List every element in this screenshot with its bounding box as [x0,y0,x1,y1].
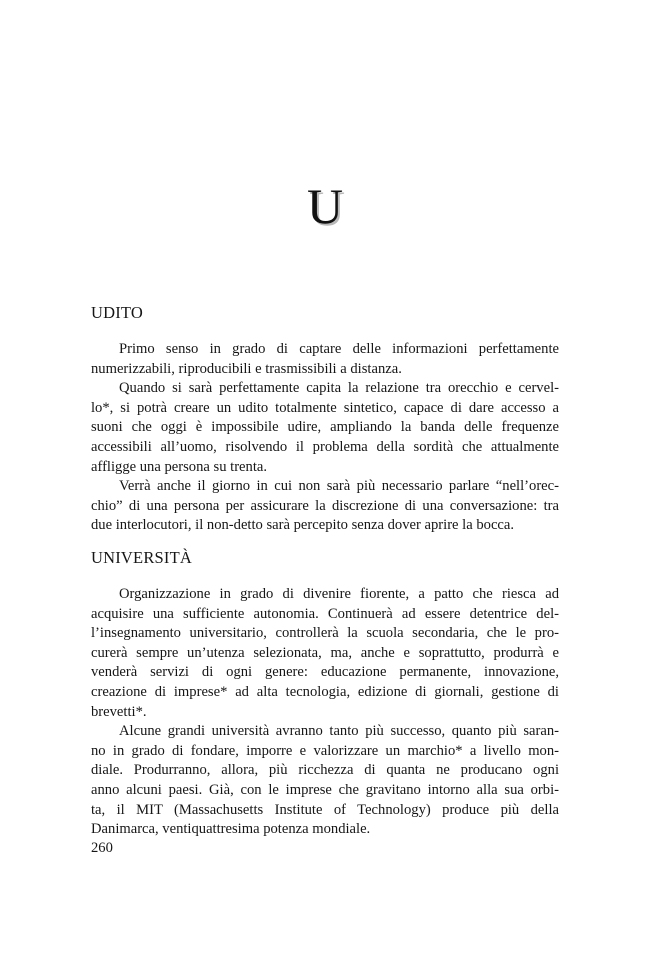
text-line: accessibili all’uomo, risolvendo il problema della sordità che attualmente [91,438,559,455]
text-line: anno alcuni paesi. Già, con le imprese che gravitano intorno alla sua orbi- [91,781,559,798]
text-line: lo*, si potrà creare un udito totalmente sintetico, capace di dare accesso a [91,399,559,416]
text-line: affligge una persona su trenta. [91,458,268,475]
text-line: no in grado di fondare, imporre e valorizzare un marchio* a livello mon- [91,742,559,759]
text-line: Verrà anche il giorno in cui non sarà più necessario parlare “nell’orec- [119,478,559,495]
text-line: due interlocutori, il non-detto sarà percepito senza dover aprire la bocca. [91,517,515,534]
text-line: Quando si sarà perfettamente capita la relazione tra orecchio e cervel- [119,380,559,397]
entry-title-udito: UDITO [91,303,144,322]
text-line: venderà servizi di ogni genere: educazione permanente, innovazione, [91,664,559,681]
text-line: brevetti*. [91,703,147,720]
text-line: acquisire una sufficiente autonomia. Continuerà ad essere detentrice del- [91,605,559,622]
text-line: Danimarca, ventiquattresima potenza mondiale. [91,821,371,838]
text-line: curerà sempre un’utenza selezionata, ma, anche e soprattutto, produrrà e [91,644,559,661]
text-line: ta, il MIT (Massachusetts Institute of Technology) produce più della [91,801,559,818]
entry-title-universita: UNIVERSITÀ [91,548,192,567]
text-line: Primo senso in grado di captare delle informazioni perfettamente [119,341,559,357]
text-line: numerizzabili, riproducibili e trasmissibili a distanza. [91,360,402,377]
entry-body-universita [91,585,559,840]
text-line: l’insegnamento universitario, controllerà la scuola secondaria, che le pro- [91,625,559,642]
text-line: Organizzazione in grado di divenire fiorente, a patto che riesca ad [119,586,559,602]
text-line: Alcune grandi università avranno tanto più successo, quanto più saran- [119,723,559,740]
text-line: suoni che oggi è impossibile udire, ampliando la banda delle frequenze [91,419,559,436]
text-line: creazione di imprese* ad alta tecnologia, edizione di giornali, gestione di [91,683,559,700]
text-line: chio” di una persona per assicurare la discrezione di una conversazione: tra [91,497,559,514]
page-number: 260 [91,840,113,856]
entry-body-udito [91,340,559,536]
text-line: diale. Produrranno, allora, più ricchezza di quanta ne producano ogni [91,762,559,779]
chapter-letter: U [306,178,344,234]
